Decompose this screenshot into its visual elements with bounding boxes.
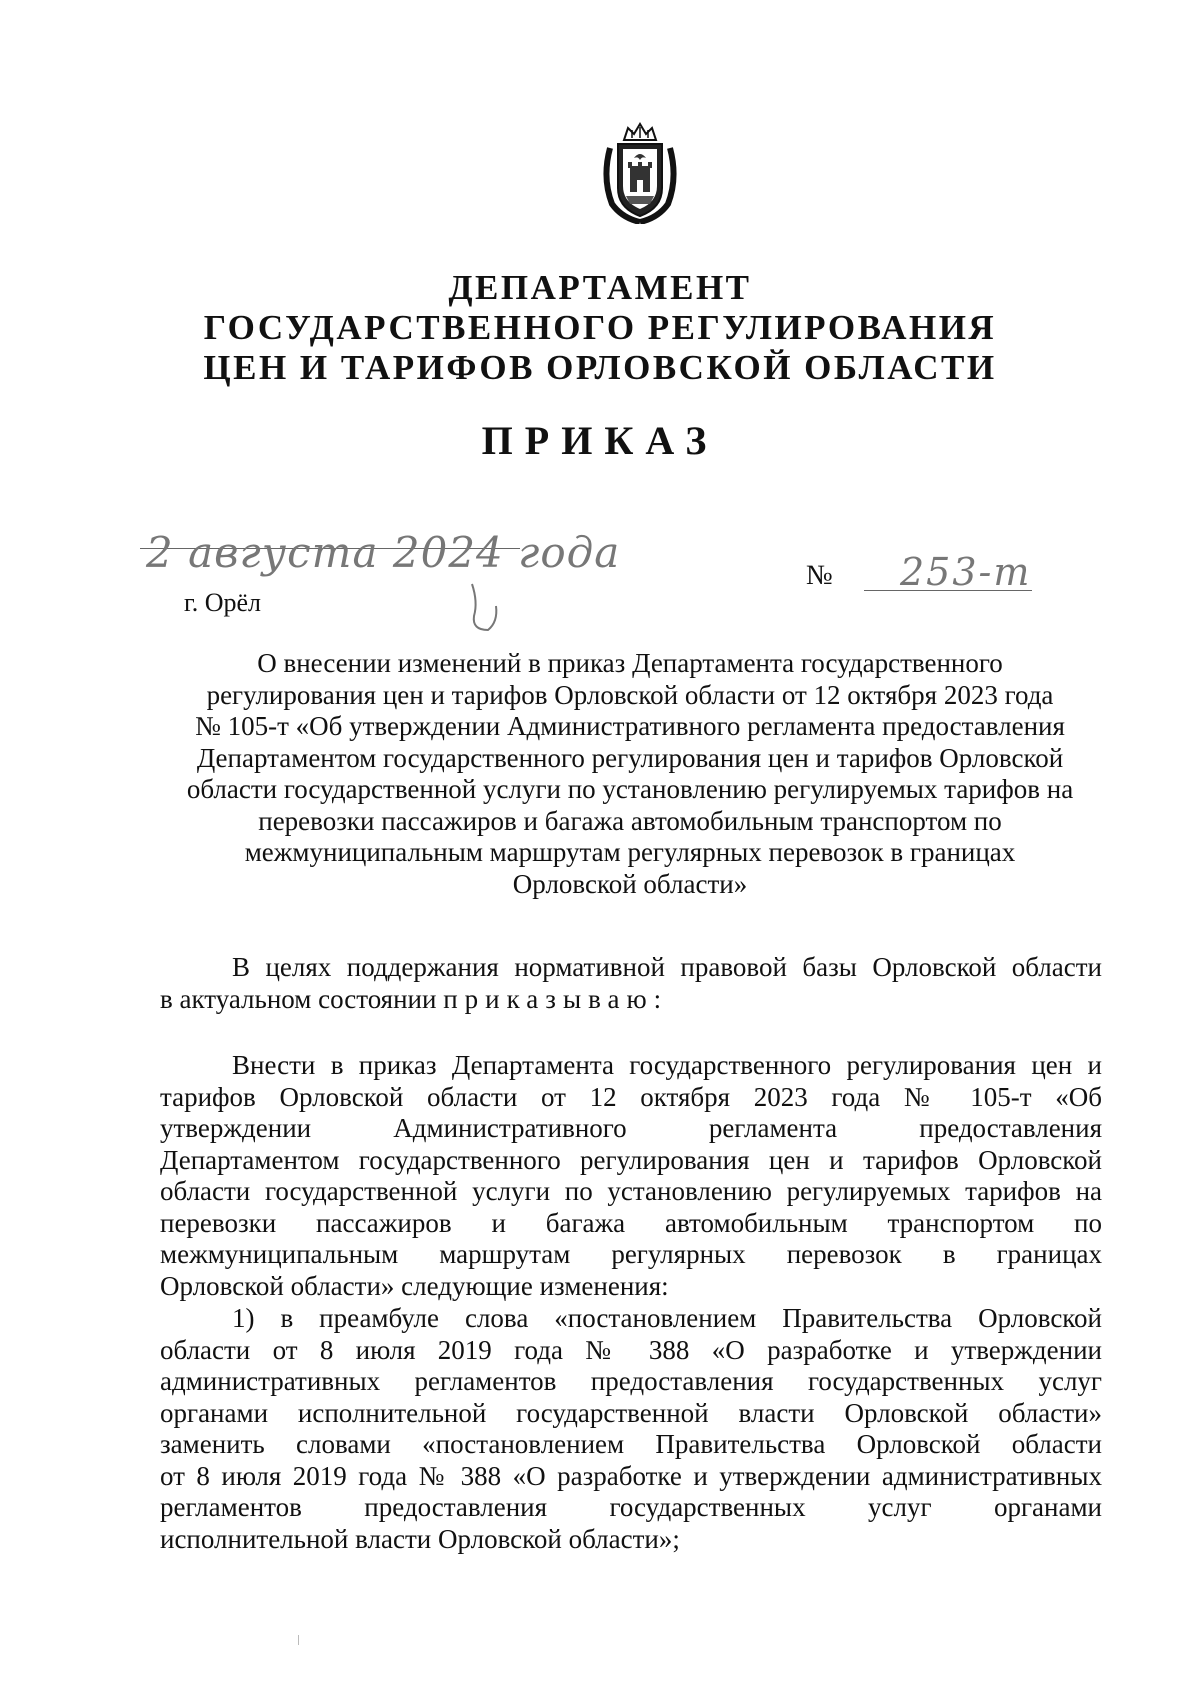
main-line: утверждении Административного регламента предоставления — [160, 1113, 1102, 1143]
document-type-title: ПРИКАЗ — [481, 418, 719, 463]
item-line: регламентов предоставления государственных услуг органами — [160, 1492, 1102, 1522]
item-line: 1) в преамбуле слова «постановлением Правительства Орловской — [232, 1303, 1102, 1333]
main-line: перевозки пассажиров и багажа автомобильным транспортом по — [160, 1207, 1102, 1238]
intro-line — [160, 984, 1102, 1016]
main-line: тарифов Орловской области от 12 октября 2023 года № 105-т «Об — [160, 1081, 1102, 1112]
department-title-line-2: ГОСУДАРСТВЕННОГО РЕГУЛИРОВАНИЯ — [203, 308, 997, 347]
item-1-paragraph — [160, 1303, 1102, 1555]
subject-line: межмуниципальным маршрутам регулярных перевозок в границах — [244, 837, 1016, 867]
number-sign: № — [806, 560, 833, 591]
main-line: области государственной услуги по установлению регулируемых тарифов на — [160, 1176, 1102, 1206]
intro-paragraph — [160, 952, 1102, 1015]
city-label: г. Орёл — [184, 588, 262, 617]
scan-artifact — [298, 1635, 299, 1645]
department-title-line-3: ЦЕН И ТАРИФОВ ОРЛОВСКОЙ ОБЛАСТИ — [203, 348, 997, 387]
handwriting-stroke — [468, 582, 500, 634]
item-line: административных регламентов предоставления государственных услуг — [160, 1366, 1102, 1396]
handwritten-date: 2 августа 2024 года — [146, 528, 621, 577]
subject-line: области государственной услуги по установлению регулируемых тарифов на — [186, 774, 1074, 804]
main-line: межмуниципальным маршрутам регулярных перевозок в границах — [160, 1239, 1102, 1269]
intro-line-prefix: в актуальном состоянии — [160, 983, 437, 1014]
main-line: Орловской области» следующие изменения: — [160, 1270, 669, 1301]
order-verb: приказываю: — [443, 983, 669, 1014]
subject-line: О внесении изменений в приказ Департамента государственного — [257, 648, 1003, 678]
item-line: исполнительной власти Орловской области»; — [160, 1523, 680, 1554]
item-line: от 8 июля 2019 года № 388 «О разработке и утверждении административных — [160, 1460, 1102, 1491]
handwritten-order-number: 253-т — [900, 550, 1032, 594]
subject-line: регулирования цен и тарифов Орловской области от 12 октября 2023 года — [206, 679, 1054, 710]
department-title-line-1: ДЕПАРТАМЕНТ — [448, 268, 752, 307]
coat-of-arms-emblem — [598, 118, 682, 224]
main-paragraph — [160, 1050, 1102, 1302]
main-line: Департаментом государственного регулирования цен и тарифов Орловской — [160, 1144, 1102, 1175]
subject-line: № 105-т «Об утверждении Административного регламента предоставления — [195, 711, 1065, 741]
subject-line: Департаментом государственного регулирования цен и тарифов Орловской — [196, 742, 1064, 773]
item-line: области от 8 июля 2019 года № 388 «О разработке и утверждении — [160, 1334, 1102, 1365]
main-line: Внести в приказ Департамента государственного регулирования цен и — [232, 1050, 1102, 1080]
order-subject — [150, 648, 1110, 900]
intro-line: В целях поддержания нормативной правовой базы Орловской области — [232, 952, 1102, 982]
item-line: органами исполнительной государственной власти Орловской области» — [160, 1397, 1102, 1428]
subject-line: перевозки пассажиров и багажа автомобильным транспортом по — [258, 805, 1002, 836]
subject-line: Орловской области» — [512, 868, 748, 899]
item-line: заменить словами «постановлением Правительства Орловской области — [160, 1429, 1102, 1459]
